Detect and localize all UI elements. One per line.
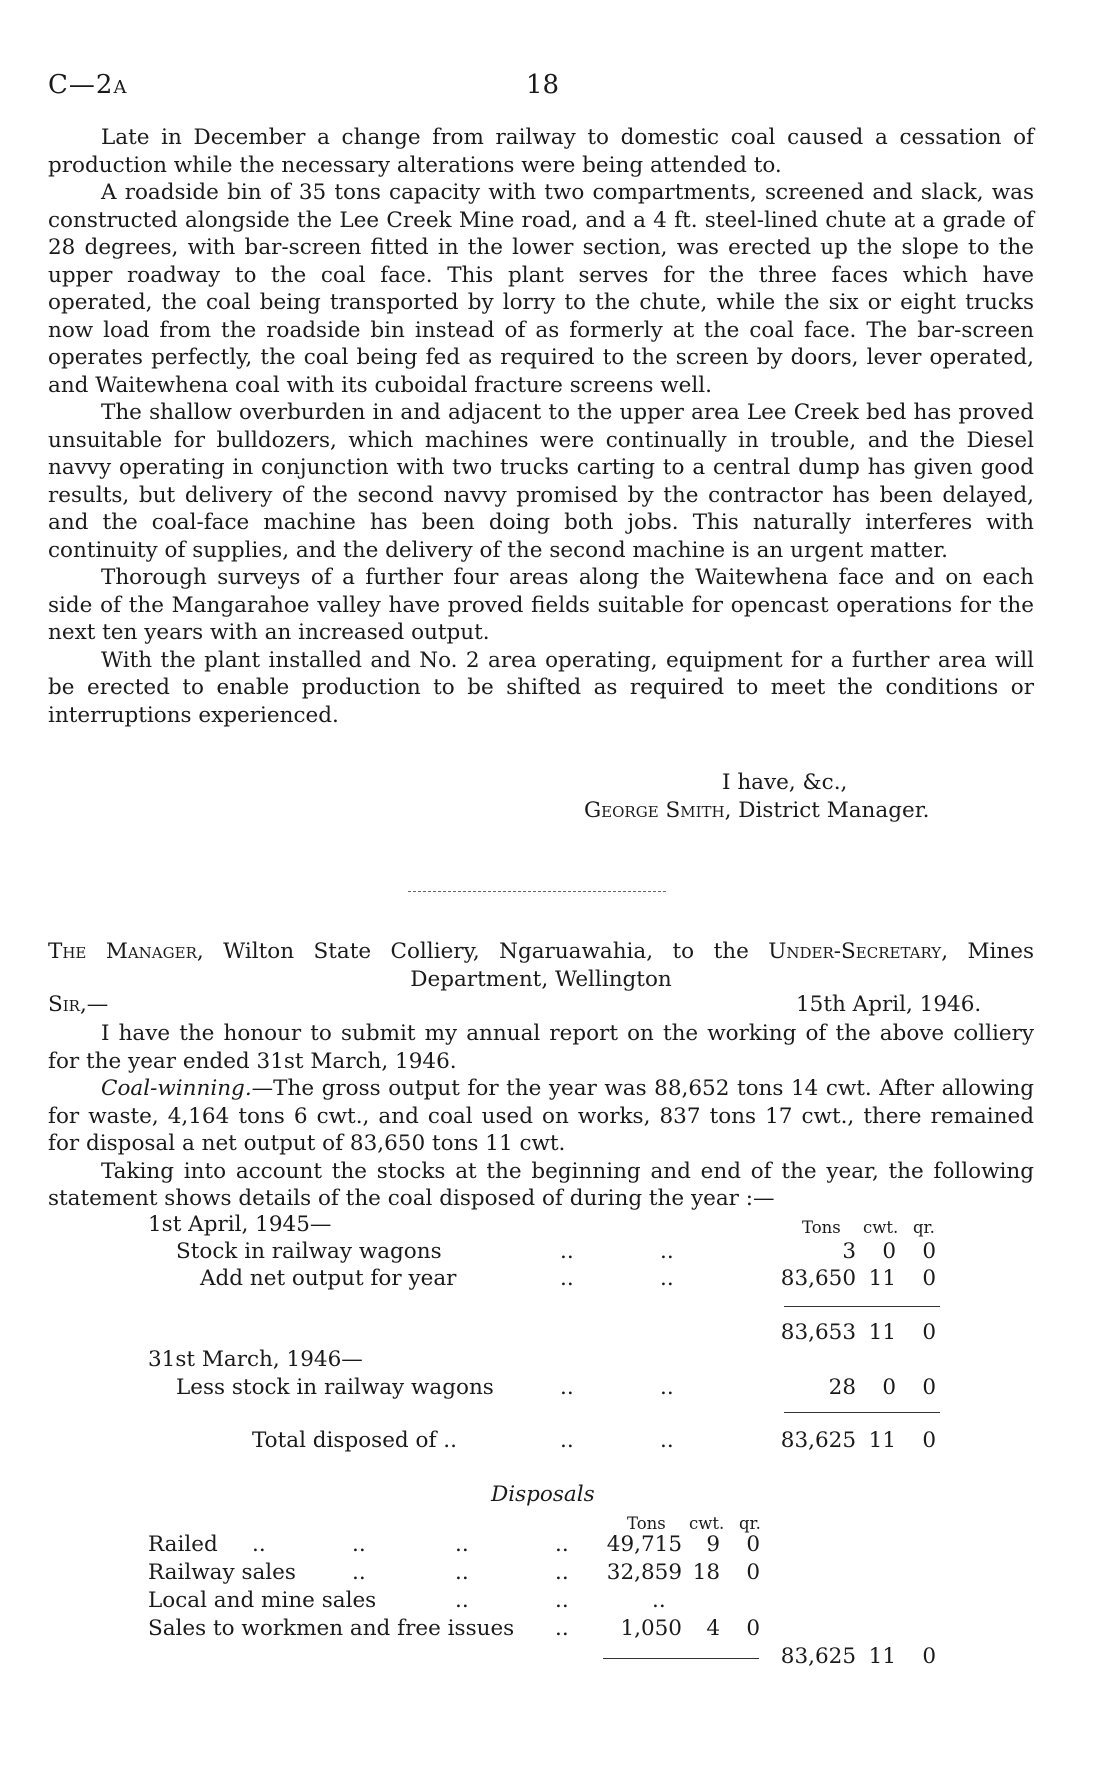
leader-dots: .. (252, 1532, 266, 1557)
letter-to-detail: Mines (967, 939, 1034, 964)
report-body-top (48, 124, 1034, 729)
leader-dots: .. (660, 1266, 674, 1291)
disposals-rule (603, 1658, 759, 1659)
page-number: 18 (526, 70, 560, 100)
paragraph: The shallow overburden in and adjacent to the upper area Lee Creek bed has proved unsuitable for bulldozers, which machines were continually in trouble, and the Diesel navvy operating in conjunction with two trucks carting to a central dump has given good results, but delivery of the second navvy promised by the contractor has been delayed, and the coal-face machine has been doing both jobs. This naturally interferes with continuity of supplies, and the delivery of the second machine is an urgent matter. (48, 400, 1034, 563)
statement-tons: 28 (828, 1375, 856, 1400)
leader-dots: .. (560, 1375, 574, 1400)
statement-date-start: 1st April, 1945— (148, 1212, 332, 1237)
disposal-label: Railed (148, 1532, 218, 1557)
leader-dots: .. (352, 1532, 366, 1557)
paragraph: I have the honour to submit my annual report on the working of the above colliery for the year ended 31st March, 1946. (48, 1021, 1034, 1074)
leader-dots: .. (560, 1266, 574, 1291)
paragraph: A roadside bin of 35 tons capacity with two compartments, screened and slack, was constructed alongside the Lee Creek Mine road, and a 4 ft. steel-lined chute at a grade of 28 degrees, with bar-screen fitted in the lower section, was erected up the slope to the upper roadway to the coal face. This plant serves for the three faces which have operated, the coal being transported by lorry to the chute, while the six or eight trucks now load from the roadside bin instead of as formerly at the coal face. The bar-screen operates perfectly, the coal being fed as required to the screen by doors, lever operated, and Waitewhena coal with its cuboidal fracture screens well. (48, 180, 1034, 398)
leader-dots: .. (660, 1239, 674, 1264)
statement-total-cwt: 11 (868, 1428, 896, 1453)
leader-dots: .. (455, 1588, 469, 1613)
disposal-tons: 49,715 (606, 1532, 682, 1557)
statement-row-label: Add net output for year (200, 1266, 457, 1291)
statement-col-tons: Tons (802, 1218, 841, 1237)
disposal-label: Local and mine sales (148, 1588, 377, 1613)
paragraph: With the plant installed and No. 2 area operating, equipment for a further area will be erected to enable production to be shifted as required to meet the conditions or interruptions experienced. (48, 647, 1034, 728)
leader-dots: .. (455, 1560, 469, 1585)
letter-salutation: Sir,— (48, 992, 109, 1017)
leader-dots: .. (560, 1239, 574, 1264)
statement-row-label: Less stock in railway wagons (176, 1375, 494, 1400)
disposal-qr: 0 (746, 1532, 760, 1557)
disposal-tons: .. (652, 1588, 666, 1613)
leader-dots: .. (555, 1560, 569, 1585)
document-code-suffix: A (113, 77, 128, 98)
subtotal-rule (784, 1306, 940, 1307)
disposal-qr: 0 (746, 1616, 760, 1641)
statement-total-label: Total disposed of .. (252, 1428, 457, 1453)
statement-subtotal-tons: 83,653 (780, 1320, 856, 1345)
disposal-qr: 0 (746, 1560, 760, 1585)
letter-department: Department, Wellington (410, 966, 672, 992)
leader-dots: .. (660, 1428, 674, 1453)
total-rule (784, 1412, 940, 1413)
letter-address-line (48, 938, 1034, 966)
statement-subtotal-qr: 0 (922, 1320, 936, 1345)
disposals-col-cwt: cwt. (689, 1514, 725, 1533)
statement-cwt: 0 (882, 1239, 896, 1264)
disposals-col-qr: qr. (739, 1514, 761, 1533)
coal-winning-text: —The gross output for the year was 88,652 tons 14 cwt. After allowing for waste, 4,164 tons 6 cwt., and coal used on works, 837 tons 17 cwt., there remained for disposal a net output of 83,650 tons 11 cwt. (48, 1076, 1034, 1156)
letter-body (48, 1020, 1034, 1213)
statement-tons: 83,650 (780, 1266, 856, 1291)
disposals-total-cwt: 11 (868, 1644, 896, 1669)
signoff-signature (584, 798, 929, 823)
statement-cwt: 0 (882, 1375, 896, 1400)
letter-from-detail: Wilton State Colliery, Ngaruawahia, to the (223, 939, 749, 964)
leader-dots: .. (660, 1375, 674, 1400)
section-divider (408, 891, 666, 892)
leader-dots: .. (352, 1560, 366, 1585)
statement-total-qr: 0 (922, 1428, 936, 1453)
statement-date-end: 31st March, 1946— (148, 1347, 363, 1372)
disposals-col-tons: Tons (627, 1514, 666, 1533)
letter-to: Under-Secretary, (768, 939, 949, 964)
disposals-total-qr: 0 (922, 1644, 936, 1669)
document-code (48, 70, 127, 100)
statement-row-label: Stock in railway wagons (176, 1239, 442, 1264)
disposals-total-tons: 83,625 (780, 1644, 856, 1669)
disposal-label: Sales to workmen and free issues (148, 1616, 515, 1641)
letter-date: 15th April, 1946. (796, 992, 982, 1017)
statement-tons: 3 (842, 1239, 856, 1264)
signoff-title: District Manager. (738, 798, 930, 823)
disposal-label: Railway sales (148, 1560, 296, 1585)
disposal-cwt: 4 (706, 1616, 720, 1641)
paragraph: Late in December a change from railway to domestic coal caused a cessation of production while the necessary alterations were being attended to. (48, 125, 1034, 178)
disposal-tons: 1,050 (620, 1616, 682, 1641)
statement-qr: 0 (922, 1239, 936, 1264)
disposal-tons: 32,859 (606, 1560, 682, 1585)
statement-col-cwt: cwt. (863, 1218, 899, 1237)
leader-dots: .. (555, 1616, 569, 1641)
statement-cwt: 11 (868, 1266, 896, 1291)
disposal-cwt: 18 (692, 1560, 720, 1585)
letter-from: The Manager, (48, 939, 204, 964)
disposals-heading: Disposals (491, 1482, 595, 1507)
statement-qr: 0 (922, 1375, 936, 1400)
paragraph (48, 1075, 1034, 1158)
statement-qr: 0 (922, 1266, 936, 1291)
signoff-closing: I have, &c., (722, 770, 848, 795)
leader-dots: .. (555, 1588, 569, 1613)
signoff-name: George Smith, (584, 798, 732, 823)
letter-address (48, 938, 1034, 993)
statement-subtotal-cwt: 11 (868, 1320, 896, 1345)
statement-total-tons: 83,625 (780, 1428, 856, 1453)
paragraph: Taking into account the stocks at the beginning and end of the year, the following statement shows details of the coal disposed of during the year :— (48, 1158, 1034, 1211)
leader-dots: .. (555, 1532, 569, 1557)
leader-dots: .. (560, 1428, 574, 1453)
leader-dots: .. (455, 1532, 469, 1557)
paragraph: Thorough surveys of a further four areas along the Waitewhena face and on each side of the Mangarahoe valley have proved fields suitable for opencast operations for the next ten years with an increased output. (48, 565, 1034, 645)
statement-col-qr: qr. (913, 1218, 935, 1237)
document-code-main: C—2 (48, 70, 114, 100)
disposal-cwt: 9 (706, 1532, 720, 1557)
coal-winning-heading: Coal-winning. (101, 1076, 252, 1101)
